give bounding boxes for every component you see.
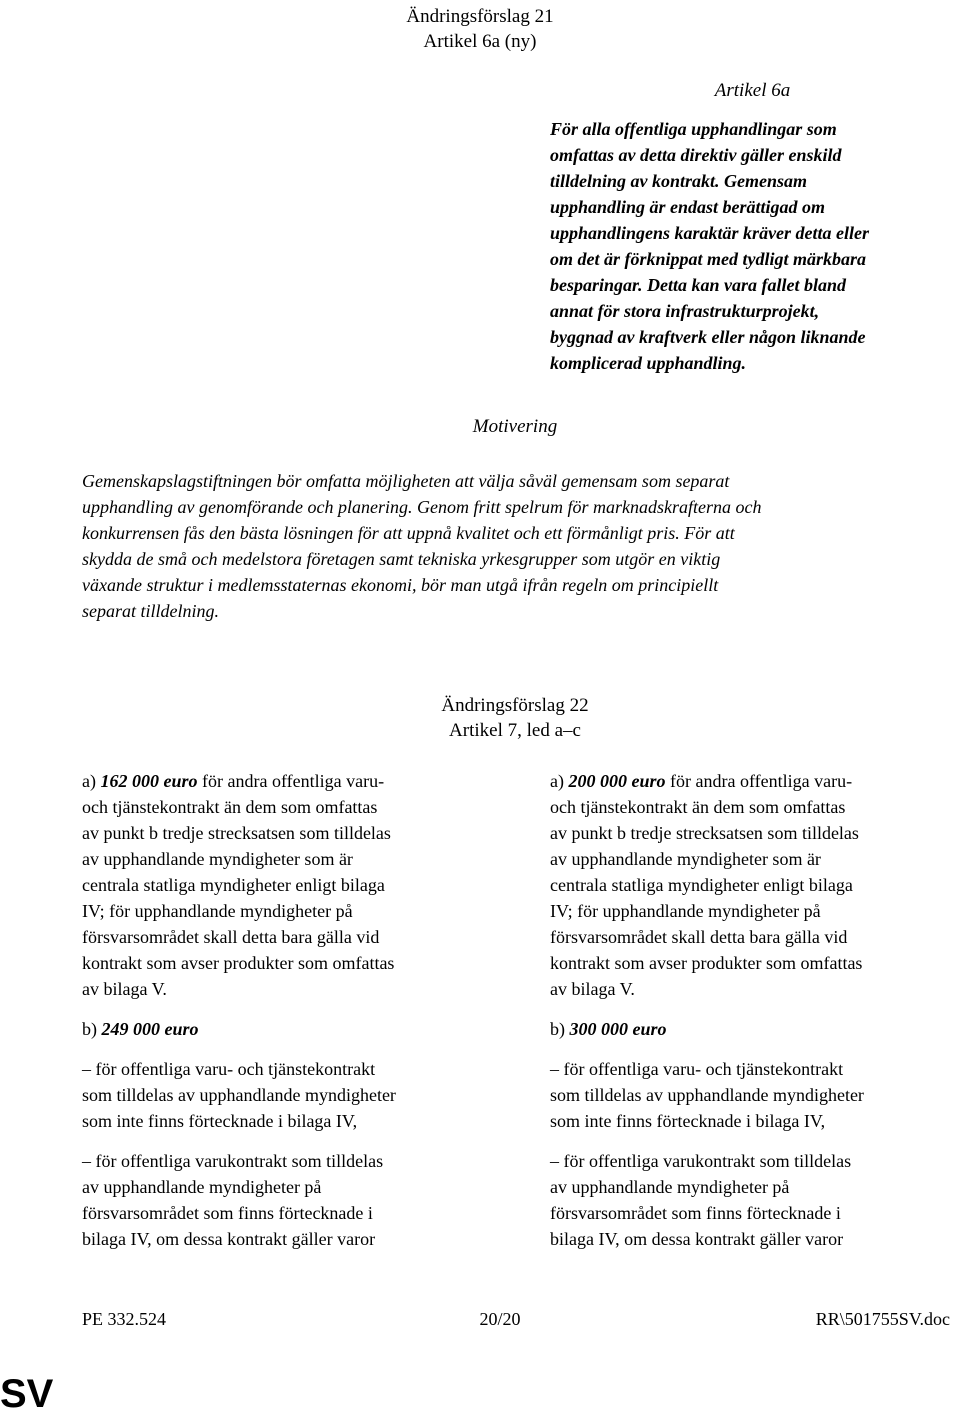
text-line: – för offentliga varukontrakt som tilldelas — [550, 1151, 852, 1171]
text-line: centrala statliga myndigheter enligt bilaga — [82, 875, 385, 895]
point-b-line — [82, 1016, 502, 1042]
amendment-22-right-column — [550, 768, 955, 1252]
text-line: av punkt b tredje strecksatsen som tilldelas — [82, 823, 391, 843]
text-line: försvarsområdet skall detta bara gälla vid — [550, 927, 848, 947]
text-line: av upphandlande myndigheter som är — [82, 849, 353, 869]
text-line: om det är förknippat med tydligt märkbara — [550, 249, 867, 269]
point-a-rest: för andra offentliga varu- — [197, 771, 385, 791]
text-line: skydda de små och medelstora företagen samt tekniska yrkesgrupper som utgör en viktig — [82, 549, 721, 569]
text-line: kontrakt som avser produkter som omfattas — [550, 953, 863, 973]
text-line: upphandlingens karaktär kräver detta eller — [550, 223, 870, 243]
footer-doc-ref: PE 332.524 — [82, 1309, 167, 1329]
text-line: och tjänstekontrakt än dem som omfattas — [82, 797, 378, 817]
text-line: försvarsområdet som finns förtecknade i — [82, 1203, 373, 1223]
amendment-22-left-column — [82, 768, 502, 1252]
point-a-first-line — [550, 768, 955, 794]
text-line: bilaga IV, om dessa kontrakt gäller varor — [550, 1229, 844, 1249]
text-line: av punkt b tredje strecksatsen som tilldelas — [550, 823, 859, 843]
text-line: växande struktur i medlemsstaternas ekonomi, bör man utgå ifrån regeln om principiellt — [82, 575, 719, 595]
amendment-21-right-text — [550, 116, 955, 376]
motivering-paragraph — [82, 468, 957, 624]
text-line: byggnad av kraftverk eller någon liknande — [550, 327, 866, 347]
text-line: upphandling av genomförande och planering. Genom fritt spelrum för marknadskrafterna och — [82, 497, 762, 517]
text-line: – för offentliga varu- och tjänstekontrakt — [82, 1059, 376, 1079]
point-a-prefix: a) — [550, 771, 569, 791]
text-line: av bilaga V. — [550, 979, 635, 999]
text-line: Gemenskapslagstiftningen bör omfatta möjligheten att välja såväl gemensam som separat — [82, 471, 730, 491]
text-line: annat för stora infrastrukturprojekt, — [550, 301, 820, 321]
point-a-amount: 200 000 euro — [568, 771, 666, 791]
dash-item-1 — [550, 1056, 955, 1134]
point-b-amount: 300 000 euro — [569, 1019, 667, 1039]
amendment-22-heading-block — [0, 693, 960, 743]
amendment-21-article: Artikel 6a (ny) — [423, 31, 537, 52]
text-line: IV; för upphandlande myndigheter på — [550, 901, 821, 921]
text-line: konkurrensen fås den bästa lösningen för att uppnå kvalitet och ett förmånligt pris. För att — [82, 523, 735, 543]
dash-item-1 — [82, 1056, 502, 1134]
text-line: För alla offentliga upphandlingar som — [550, 119, 837, 139]
footer-page-number: 20/20 — [479, 1309, 521, 1329]
point-b-amount: 249 000 euro — [101, 1019, 199, 1039]
point-b-line — [550, 1016, 955, 1042]
text-line: IV; för upphandlande myndigheter på — [82, 901, 353, 921]
point-b-prefix: b) — [82, 1019, 102, 1039]
text-line: – för offentliga varukontrakt som tilldelas — [82, 1151, 384, 1171]
point-a-prefix: a) — [82, 771, 101, 791]
amendment-21-right-title: Artikel 6a — [714, 80, 791, 101]
point-a-rest: för andra offentliga varu- — [665, 771, 853, 791]
text-line: omfattas av detta direktiv gäller enskild — [550, 145, 842, 165]
amendment-21-heading: Ändringsförslag 21 — [406, 6, 554, 27]
text-line: av upphandlande myndigheter som är — [550, 849, 821, 869]
text-line: tilldelning av kontrakt. Gemensam — [550, 171, 808, 191]
dash-item-2 — [82, 1148, 502, 1252]
text-line: besparingar. Detta kan vara fallet bland — [550, 275, 847, 295]
amendment-22-article: Artikel 7, led a–c — [449, 720, 581, 741]
text-line: kontrakt som avser produkter som omfattas — [82, 953, 395, 973]
text-line: som tilldelas av upphandlande myndigheter — [550, 1085, 864, 1105]
point-a-amount: 162 000 euro — [100, 771, 198, 791]
text-line: – för offentliga varu- och tjänstekontrakt — [550, 1059, 844, 1079]
text-line: separat tilldelning. — [82, 601, 219, 621]
footer-language-code: SV — [0, 1372, 54, 1416]
point-b-prefix: b) — [550, 1019, 570, 1039]
amendment-22-heading: Ändringsförslag 22 — [441, 695, 589, 716]
text-line: komplicerad upphandling. — [550, 353, 747, 373]
text-line: som tilldelas av upphandlande myndigheter — [82, 1085, 396, 1105]
text-line: som inte finns förtecknade i bilaga IV, — [82, 1111, 358, 1131]
text-line: försvarsområdet skall detta bara gälla vid — [82, 927, 380, 947]
text-line: centrala statliga myndigheter enligt bilaga — [550, 875, 853, 895]
dash-item-2 — [550, 1148, 955, 1252]
text-line: bilaga IV, om dessa kontrakt gäller varor — [82, 1229, 376, 1249]
footer-file-name: RR\501755SV.doc — [815, 1309, 950, 1329]
text-line: upphandling är endast berättigad om — [550, 197, 826, 217]
amendment-21-heading-block — [0, 4, 960, 54]
text-line: av upphandlande myndigheter på — [550, 1177, 790, 1197]
point-a-first-line — [82, 768, 502, 794]
motivering-heading: Motivering — [472, 416, 558, 437]
text-line: av bilaga V. — [82, 979, 167, 999]
text-line: av upphandlande myndigheter på — [82, 1177, 322, 1197]
text-line: som inte finns förtecknade i bilaga IV, — [550, 1111, 826, 1131]
text-line: försvarsområdet som finns förtecknade i — [550, 1203, 841, 1223]
text-line: och tjänstekontrakt än dem som omfattas — [550, 797, 846, 817]
